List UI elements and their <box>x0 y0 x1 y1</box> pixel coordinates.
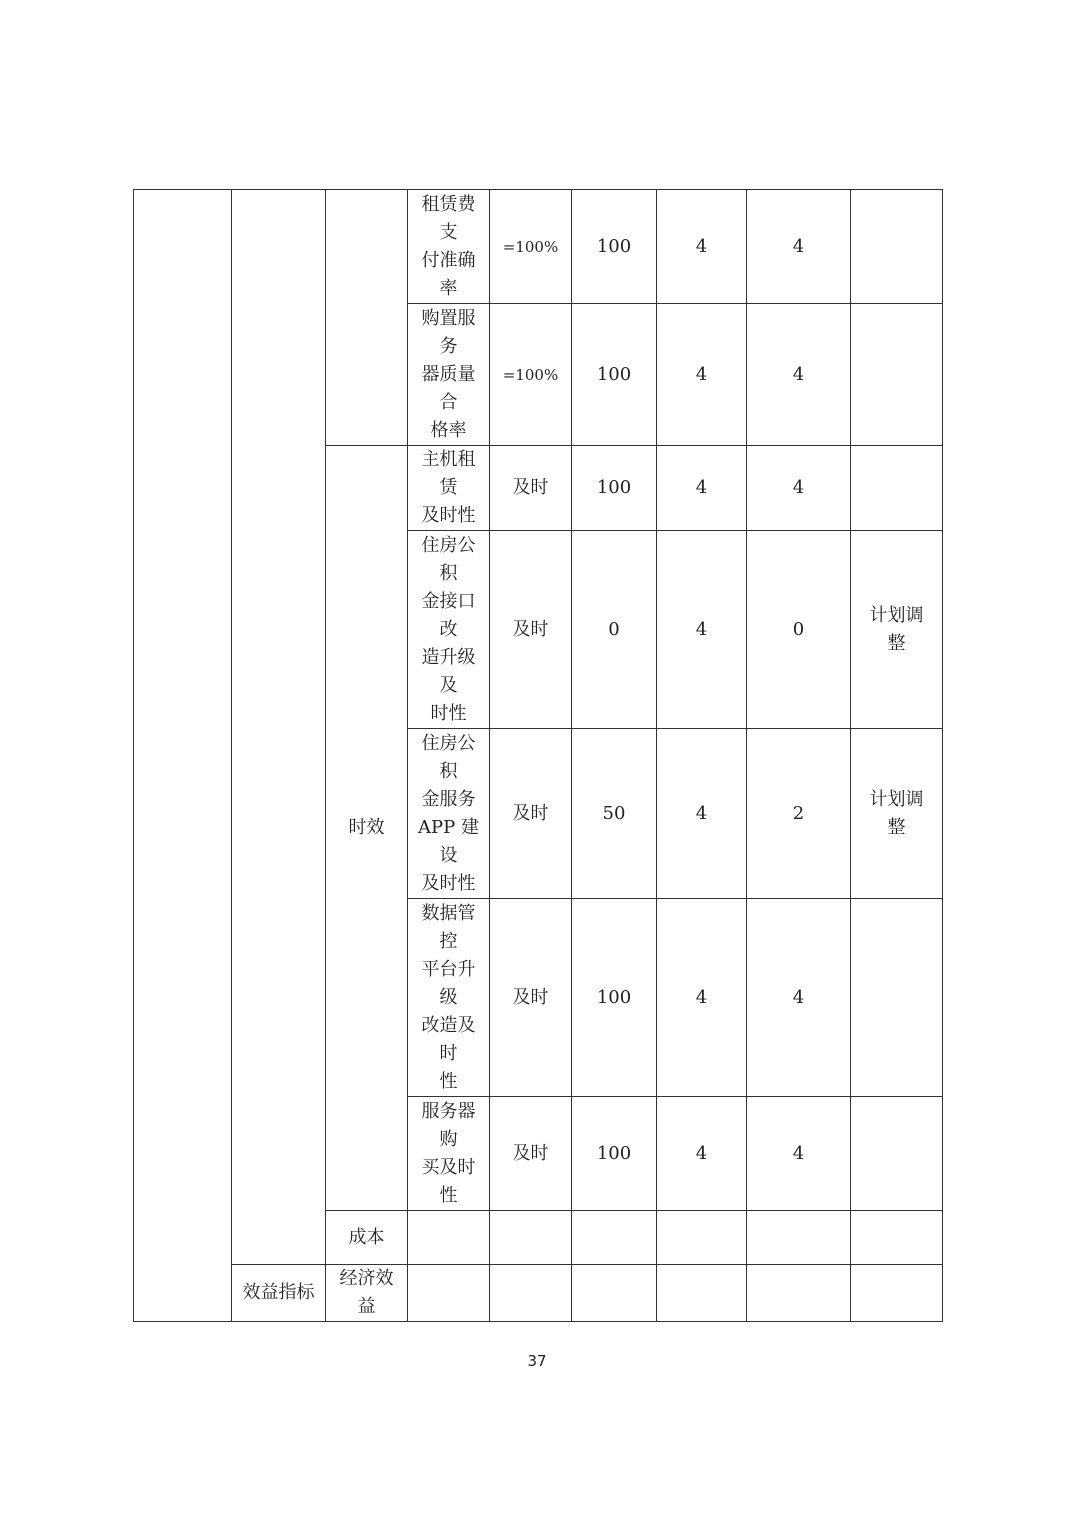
actual-cell: 50 <box>572 729 657 899</box>
level2-cell-empty <box>232 190 326 1265</box>
empty-cell <box>572 1265 657 1322</box>
note-cell <box>851 1097 943 1211</box>
standard-cell: 及时 <box>490 899 572 1097</box>
indicator-cell: 购置服 务 器质量 合 格率 <box>408 304 490 446</box>
note-cell <box>851 190 943 304</box>
level2-effect-cell: 效益指标 <box>232 1265 326 1322</box>
indicator-cell: 住房公 积 金接口 改 造升级 及 时性 <box>408 531 490 729</box>
level3-economic-cell: 经济效 益 <box>326 1265 408 1322</box>
empty-cell <box>657 1211 747 1265</box>
weight-cell: 4 <box>657 729 747 899</box>
empty-cell <box>408 1265 490 1322</box>
standard-cell: 及时 <box>490 446 572 531</box>
score-cell: 4 <box>747 446 851 531</box>
actual-cell: 100 <box>572 304 657 446</box>
standard-cell: 及时 <box>490 531 572 729</box>
empty-cell <box>490 1211 572 1265</box>
score-cell: 4 <box>747 1097 851 1211</box>
actual-cell: 100 <box>572 1097 657 1211</box>
empty-cell <box>747 1265 851 1322</box>
score-cell: 4 <box>747 899 851 1097</box>
score-cell: 4 <box>747 304 851 446</box>
note-cell <box>851 899 943 1097</box>
note-cell <box>851 446 943 531</box>
actual-cell: 100 <box>572 899 657 1097</box>
weight-cell: 4 <box>657 446 747 531</box>
empty-cell <box>657 1265 747 1322</box>
actual-cell: 100 <box>572 446 657 531</box>
score-cell: 0 <box>747 531 851 729</box>
indicator-cell: 数据管 控 平台升 级 改造及 时 性 <box>408 899 490 1097</box>
standard-cell: =100% <box>490 304 572 446</box>
weight-cell: 4 <box>657 531 747 729</box>
table-row <box>134 1265 943 1322</box>
weight-cell: 4 <box>657 304 747 446</box>
indicator-cell: 租赁费 支 付准确 率 <box>408 190 490 304</box>
standard-cell: 及时 <box>490 729 572 899</box>
indicator-cell: 住房公 积 金服务 APP 建 设 及时性 <box>408 729 490 899</box>
weight-cell: 4 <box>657 899 747 1097</box>
empty-cell <box>747 1211 851 1265</box>
standard-cell: 及时 <box>490 1097 572 1211</box>
page-number: 37 <box>527 1352 547 1370</box>
level1-cell-empty <box>134 190 232 1322</box>
score-cell: 2 <box>747 729 851 899</box>
note-cell: 计划调 整 <box>851 729 943 899</box>
performance-table <box>133 189 943 1322</box>
standard-cell: =100% <box>490 190 572 304</box>
level3-timeliness-cell: 时效 <box>326 446 408 1211</box>
weight-cell: 4 <box>657 190 747 304</box>
score-cell: 4 <box>747 190 851 304</box>
note-cell <box>851 304 943 446</box>
indicator-cell: 主机租 赁 及时性 <box>408 446 490 531</box>
table-row <box>134 190 943 304</box>
level3-cost-cell: 成本 <box>326 1211 408 1265</box>
weight-cell: 4 <box>657 1097 747 1211</box>
empty-cell <box>851 1265 943 1322</box>
empty-cell <box>490 1265 572 1322</box>
indicator-cell: 服务器 购 买及时 性 <box>408 1097 490 1211</box>
note-cell: 计划调 整 <box>851 531 943 729</box>
level3-cell-empty <box>326 190 408 446</box>
empty-cell <box>408 1211 490 1265</box>
empty-cell <box>851 1211 943 1265</box>
actual-cell: 0 <box>572 531 657 729</box>
actual-cell: 100 <box>572 190 657 304</box>
empty-cell <box>572 1211 657 1265</box>
